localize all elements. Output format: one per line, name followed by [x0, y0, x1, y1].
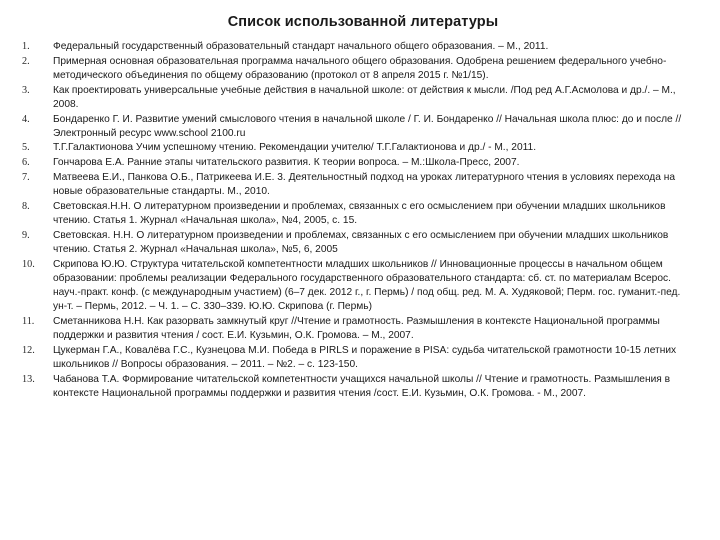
item-number: 13.: [22, 373, 35, 385]
item-number: 12.: [22, 344, 35, 356]
item-number: 6.: [22, 157, 30, 169]
page-title: Список использованной литературы: [227, 14, 499, 30]
item-text: Как проектировать универсальные учебные действия в начальной школе: от действия к мысли. /Под ред А.Г.Асмолова и др./. – М., 2008.: [53, 84, 676, 110]
item-number: 10.: [22, 258, 35, 270]
list-item: [22, 315, 694, 343]
item-text: Матвеева Е.И., Панкова О.Б., Патрикеева И.Е. 3. Деятельностный подход на уроках литературного чтения в условиях перехода на новые образовательные стандарты. М., 2010.: [53, 171, 675, 198]
item-number: 2.: [22, 55, 30, 67]
item-number: 9.: [22, 229, 30, 241]
item-text: Цукерман Г.А., Ковалёва Г.С., Кузнецова М.И. Победа в PIRLS и поражение в PISA: судьба читательской грамотности 10-15 летних школьников // Вопросы образования. – 2011. – №2. – с. 123-150.: [53, 344, 677, 370]
item-text: Федеральный государственный образовательный стандарт начального общего образования. – М., 2011.: [53, 41, 549, 52]
item-text: Чабанова Т.А. Формирование читательской компетентности учащихся начальной школы // Чтение и грамотность. Размышления в контексте Национальной программы поддержки и развития чтения /сост. Е.И. Кузьмин, О.К. Громова. - М., 2007.: [53, 373, 671, 399]
item-text: Бондаренко Г. И. Развитие умений смыслового чтения в начальной школе / Г. И. Бондаренко // Начальная школа плюс: до и после // Электронный ресурс www.school 2100.ru: [53, 113, 682, 139]
item-number: 8.: [22, 200, 30, 212]
list-item: [22, 258, 694, 315]
list-item: [22, 156, 694, 170]
item-number: 4.: [22, 113, 30, 125]
list-item: [22, 141, 694, 155]
item-text: Примерная основная образовательная программа начального общего образования. Одобрена решением федерального учебно-методического объединения по общему образованию (протокол от 8 апреля 2015 г. №1/15).: [53, 55, 667, 81]
list-item: [22, 113, 694, 141]
item-number: 11.: [22, 315, 35, 327]
list-item: [22, 171, 694, 199]
item-text: Световская. Н.Н. О литературном произведении и проблемах, связанных с его осмыслением при обучении младших школьников чтению. Статья 2. Журнал «Начальная школа», №5, 6, 2005: [53, 229, 669, 255]
list-item: [22, 55, 694, 83]
item-number: 5.: [22, 142, 30, 154]
list-item: [22, 84, 694, 112]
reference-list: [22, 40, 694, 401]
list-item: [22, 373, 694, 401]
list-item: [22, 344, 694, 372]
item-number: 3.: [22, 84, 30, 96]
item-number: 1.: [22, 41, 30, 52]
item-number: 7.: [22, 171, 30, 183]
list-item: [22, 229, 694, 257]
list-item: [22, 40, 694, 54]
item-text: Гончарова Е.А. Ранние этапы читательского развития. К теории вопроса. – М.:Школа-Пресс, 2007.: [53, 157, 520, 169]
item-text: Сметанникова Н.Н. Как разорвать замкнутый круг //Чтение и грамотность. Размышления в контексте Национальной программы поддержки и развития чтения / сост. Е.И. Кузьмин, О.К. Громова. – М., 2007.: [53, 315, 660, 342]
item-text: Т.Г.Галактионова Учим успешному чтению. Рекомендации учителю/ Т.Г.Галактионова и др./ - М., 2011.: [53, 142, 537, 154]
item-text: Световская.Н.Н. О литературном произведении и проблемах, связанных с его осмыслением при обучении младших школьников чтению. Статья 1. Журнал «Начальная школа», №4, 2005, с. 15.: [53, 200, 666, 226]
item-text: Скрипова Ю.Ю. Структура читательской компетентности младших школьников // Инновационные процессы в начальном общем образовании: проблемы реализации Федерального государственного образовательного стандарта: сб. ст. по материалам Всерос. науч.-практ. конф. (с международным участием) (6–7 дек. 2012 г., г. Пермь) / под общ. ред. М. А. Худяковой; Перм. гос. гуманит.-пед. ун-т. – Пермь, 2012. – Ч. 1. – С. 330–339. Ю.Ю. Скрипова (г. Пермь): [53, 258, 681, 313]
list-item: [22, 200, 694, 228]
